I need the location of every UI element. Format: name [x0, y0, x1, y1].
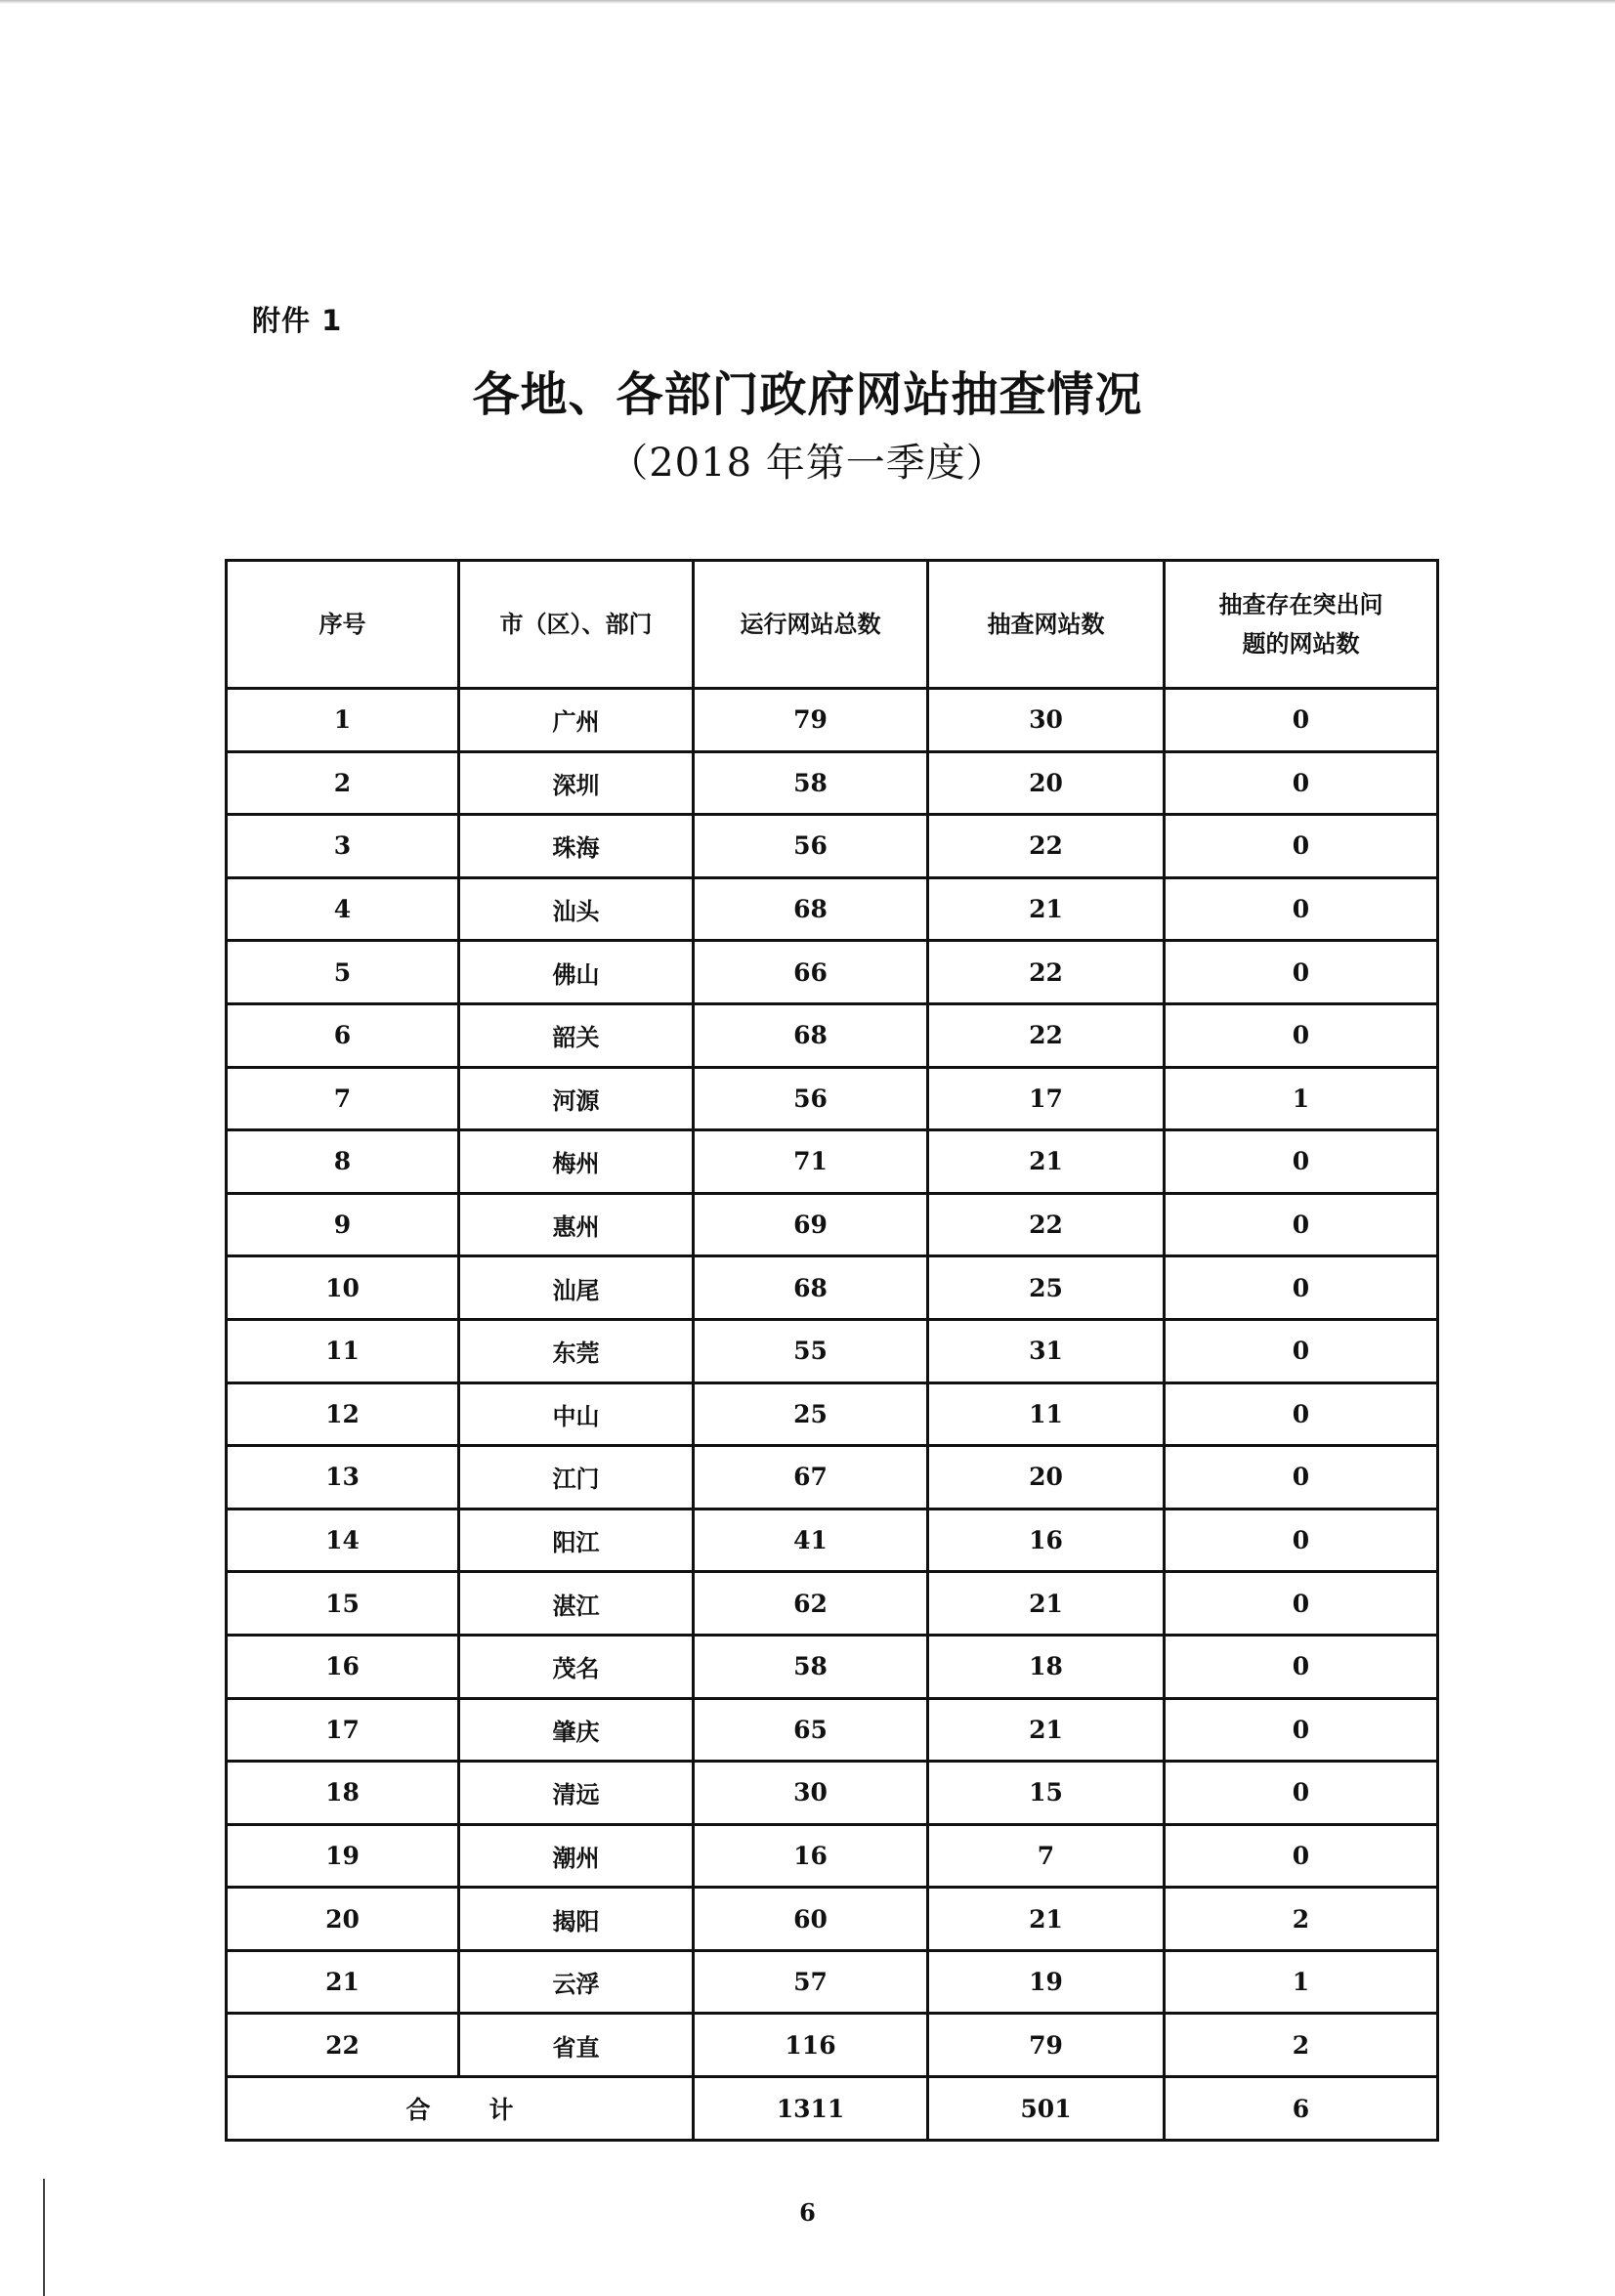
row-city: 湛江 [459, 1572, 694, 1636]
row-checked-sites: 16 [928, 1509, 1165, 1572]
row-city: 汕头 [459, 877, 694, 941]
row-city: 潮州 [459, 1824, 694, 1888]
row-number: 18 [227, 1762, 459, 1825]
row-total-sites: 62 [694, 1572, 928, 1636]
row-number: 15 [227, 1572, 459, 1636]
row-issue-sites: 0 [1165, 1256, 1438, 1320]
row-checked-sites: 20 [928, 751, 1165, 815]
table-row [227, 1762, 1438, 1825]
row-number: 8 [227, 1130, 459, 1194]
row-total-sites: 71 [694, 1130, 928, 1194]
table-row [227, 1130, 1438, 1194]
row-checked-sites: 22 [928, 1193, 1165, 1256]
row-number: 21 [227, 1950, 459, 2014]
row-total-sites: 57 [694, 1950, 928, 2014]
row-total-sites: 68 [694, 877, 928, 941]
table-row [227, 2014, 1438, 2077]
row-number: 3 [227, 815, 459, 878]
row-city: 广州 [459, 689, 694, 752]
row-issue-sites: 0 [1165, 1762, 1438, 1825]
row-city: 汕尾 [459, 1256, 694, 1320]
row-issue-sites: 0 [1165, 1130, 1438, 1194]
row-checked-sites: 21 [928, 1888, 1165, 1951]
row-city: 中山 [459, 1382, 694, 1446]
row-number: 20 [227, 1888, 459, 1951]
checked-sites-sum: 501 [928, 2077, 1165, 2141]
row-total-sites: 69 [694, 1193, 928, 1256]
row-total-sites: 79 [694, 689, 928, 752]
row-issue-sites: 2 [1165, 2014, 1438, 2077]
row-city: 东莞 [459, 1319, 694, 1382]
row-number: 14 [227, 1509, 459, 1572]
row-total-sites: 55 [694, 1319, 928, 1382]
row-city: 梅州 [459, 1130, 694, 1194]
row-checked-sites: 15 [928, 1762, 1165, 1825]
row-checked-sites: 18 [928, 1635, 1165, 1698]
row-issue-sites: 0 [1165, 689, 1438, 752]
row-total-sites: 66 [694, 941, 928, 1004]
row-issue-sites: 1 [1165, 1950, 1438, 2014]
row-issue-sites: 2 [1165, 1888, 1438, 1951]
row-checked-sites: 22 [928, 1003, 1165, 1067]
page-number: 6 [799, 2198, 816, 2227]
row-number: 5 [227, 941, 459, 1004]
table-row [227, 1824, 1438, 1888]
table-row [227, 1950, 1438, 2014]
table-row [227, 1003, 1438, 1067]
row-checked-sites: 31 [928, 1319, 1165, 1382]
row-checked-sites: 21 [928, 1572, 1165, 1636]
row-issue-sites: 0 [1165, 1319, 1438, 1382]
row-city: 阳江 [459, 1509, 694, 1572]
row-checked-sites: 19 [928, 1950, 1165, 2014]
row-total-sites: 68 [694, 1003, 928, 1067]
row-city: 茂名 [459, 1635, 694, 1698]
row-checked-sites: 7 [928, 1824, 1165, 1888]
page-title: 各地、各部门政府网站抽查情况 [472, 367, 1143, 422]
table-row [227, 815, 1438, 878]
row-checked-sites: 21 [928, 1130, 1165, 1194]
row-issue-sites: 0 [1165, 1824, 1438, 1888]
table-row [227, 1509, 1438, 1572]
row-city: 珠海 [459, 815, 694, 878]
row-total-sites: 30 [694, 1762, 928, 1825]
header-no: 序号 [227, 561, 459, 689]
row-city: 韶关 [459, 1003, 694, 1067]
row-number: 16 [227, 1635, 459, 1698]
row-total-sites: 56 [694, 1067, 928, 1130]
table-row [227, 1635, 1438, 1698]
inspection-table-container [225, 559, 1436, 2142]
row-checked-sites: 30 [928, 689, 1165, 752]
row-issue-sites: 0 [1165, 1382, 1438, 1446]
row-number: 10 [227, 1256, 459, 1320]
row-number: 12 [227, 1382, 459, 1446]
table-row [227, 1319, 1438, 1382]
row-number: 4 [227, 877, 459, 941]
row-number: 7 [227, 1067, 459, 1130]
row-city: 肇庆 [459, 1698, 694, 1762]
row-city: 惠州 [459, 1193, 694, 1256]
row-city: 云浮 [459, 1950, 694, 2014]
row-number: 9 [227, 1193, 459, 1256]
table-row [227, 1067, 1438, 1130]
row-issue-sites: 0 [1165, 1193, 1438, 1256]
row-number: 2 [227, 751, 459, 815]
row-number: 13 [227, 1446, 459, 1509]
table-row [227, 751, 1438, 815]
row-issue-sites: 0 [1165, 751, 1438, 815]
row-number: 17 [227, 1698, 459, 1762]
inspection-table [225, 559, 1439, 2142]
row-checked-sites: 21 [928, 1698, 1165, 1762]
total-label: 合计 [227, 2077, 694, 2141]
row-checked-sites: 79 [928, 2014, 1165, 2077]
total-sites-sum: 1311 [694, 2077, 928, 2141]
table-row [227, 1888, 1438, 1951]
table-header-row [227, 561, 1438, 689]
row-issue-sites: 0 [1165, 1698, 1438, 1762]
issue-sites-sum: 6 [1165, 2077, 1438, 2141]
row-total-sites: 25 [694, 1382, 928, 1446]
row-number: 19 [227, 1824, 459, 1888]
row-checked-sites: 21 [928, 877, 1165, 941]
row-checked-sites: 20 [928, 1446, 1165, 1509]
table-row [227, 941, 1438, 1004]
row-number: 22 [227, 2014, 459, 2077]
row-city: 河源 [459, 1067, 694, 1130]
scan-top-edge [0, 0, 1615, 4]
table-row [227, 1446, 1438, 1509]
row-total-sites: 56 [694, 815, 928, 878]
header-city: 市（区）、部门 [459, 561, 694, 689]
table-total-row [227, 2077, 1438, 2141]
row-issue-sites: 0 [1165, 1003, 1438, 1067]
row-checked-sites: 22 [928, 941, 1165, 1004]
table-row [227, 1698, 1438, 1762]
row-issue-sites: 0 [1165, 815, 1438, 878]
table-row [227, 1193, 1438, 1256]
row-number: 6 [227, 1003, 459, 1067]
row-issue-sites: 0 [1165, 1446, 1438, 1509]
table-row [227, 1256, 1438, 1320]
row-total-sites: 58 [694, 1635, 928, 1698]
row-number: 1 [227, 689, 459, 752]
page-subtitle: （2018 年第一季度） [609, 441, 1006, 486]
header-issue-sites-text: 抽查存在突出问题的网站数 [1218, 591, 1383, 658]
row-city: 深圳 [459, 751, 694, 815]
attachment-label: 附件 1 [252, 304, 343, 337]
row-total-sites: 65 [694, 1698, 928, 1762]
header-total-sites: 运行网站总数 [694, 561, 928, 689]
table-body [227, 689, 1438, 2077]
row-city: 佛山 [459, 941, 694, 1004]
row-city: 揭阳 [459, 1888, 694, 1951]
row-issue-sites: 0 [1165, 877, 1438, 941]
row-checked-sites: 11 [928, 1382, 1165, 1446]
table-row [227, 1382, 1438, 1446]
row-total-sites: 68 [694, 1256, 928, 1320]
row-total-sites: 41 [694, 1509, 928, 1572]
row-total-sites: 60 [694, 1888, 928, 1951]
row-checked-sites: 17 [928, 1067, 1165, 1130]
row-city: 清远 [459, 1762, 694, 1825]
table-row [227, 1572, 1438, 1636]
row-issue-sites: 0 [1165, 1635, 1438, 1698]
header-issue-sites [1165, 561, 1438, 689]
row-issue-sites: 0 [1165, 1572, 1438, 1636]
row-checked-sites: 22 [928, 815, 1165, 878]
row-total-sites: 116 [694, 2014, 928, 2077]
row-total-sites: 16 [694, 1824, 928, 1888]
table-row [227, 689, 1438, 752]
row-issue-sites: 1 [1165, 1067, 1438, 1130]
table-row [227, 877, 1438, 941]
row-issue-sites: 0 [1165, 1509, 1438, 1572]
row-city: 省直 [459, 2014, 694, 2077]
row-total-sites: 67 [694, 1446, 928, 1509]
row-checked-sites: 25 [928, 1256, 1165, 1320]
row-issue-sites: 0 [1165, 941, 1438, 1004]
header-checked-sites: 抽查网站数 [928, 561, 1165, 689]
row-city: 江门 [459, 1446, 694, 1509]
row-number: 11 [227, 1319, 459, 1382]
row-total-sites: 58 [694, 751, 928, 815]
scan-edge-mark [43, 2179, 45, 2296]
